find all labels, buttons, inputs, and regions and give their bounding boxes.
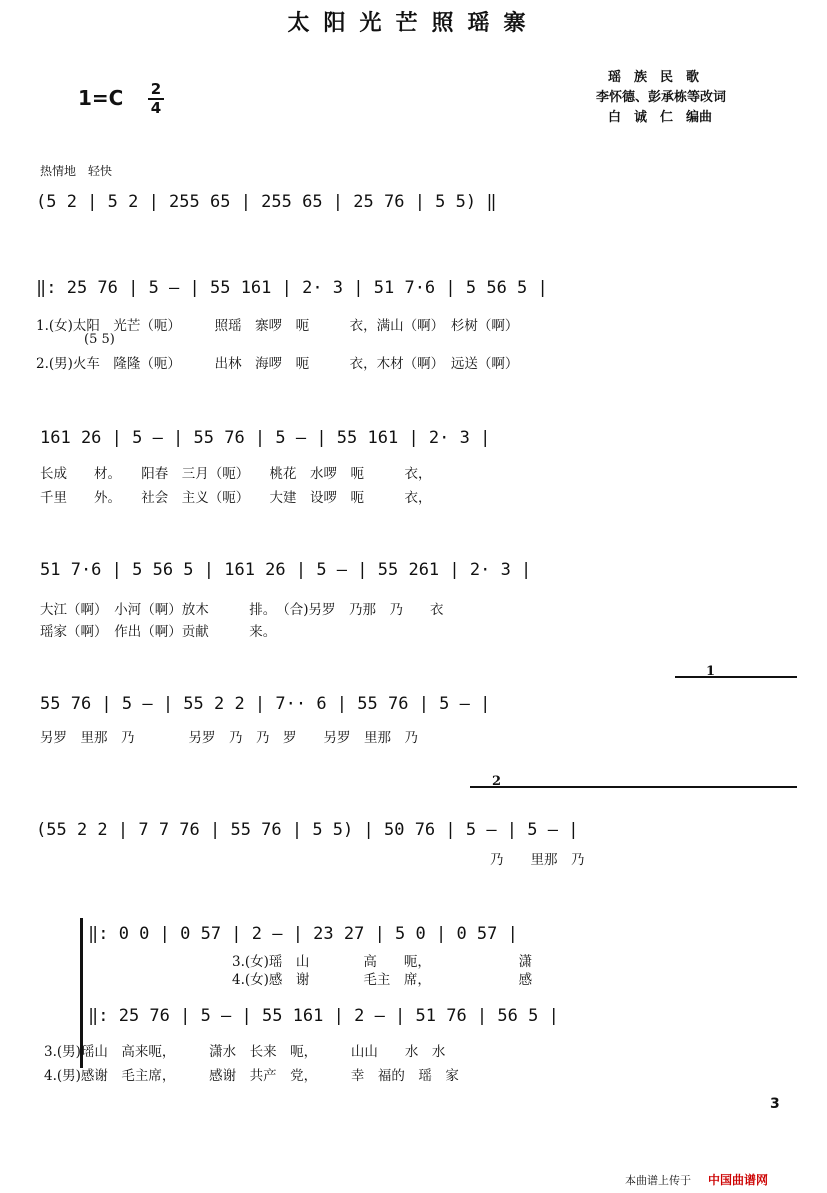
system-2-lyric-2: 千里 外。 社会 主义（呃） 大建 设啰 呃 衣， [40,490,432,506]
system-6-lyric-1: 3.(女)瑶 山 高 呃， 潇 [232,954,533,970]
system-6-lyric-2: 4.(女)感 谢 毛主 席， 感 [232,972,533,988]
credit-line-3: 白 诚 仁 编曲 [608,110,713,125]
key-signature: 1=C [78,86,124,110]
system-2-notes: 161 26 | 5 — | 55 76 | 5 — | 55 161 | 2· 3 | [40,428,491,448]
system-3-lyric-1: 大江（啊） 小河（啊）放木 排。 （合)另罗 乃那 乃 衣 [40,602,444,618]
page-title: 太阳光芒照瑶寨 [287,11,540,36]
system-3-notes: 51 7·6 | 5 56 5 | 161 26 | 5 — | 55 261 | 2· 3 | [40,560,532,580]
footer-uploaded-by: 本曲谱上传于 [625,1174,691,1187]
volta-2-bracket [470,786,797,788]
system-5-lyric: 乃 里那 乃 [490,852,585,868]
system-5-notes: (55 2 2 | 7 7 76 | 55 76 | 5 5) | 50 76 | 5 — | 5 — | [36,820,579,840]
time-signature [148,82,164,116]
system-4-lyric: 另罗 里那 乃 另罗 乃 乃 罗 另罗 里那 乃 [40,730,418,746]
system-1-lyric-2: 2.(男)火车 隆隆（呃） 出林 海啰 呃 衣，木材（啊） 远送（啊） [36,356,519,372]
system-6-notes: ‖: 0 0 | 0 57 | 2 — | 23 27 | 5 0 | 0 57 | [88,924,518,944]
system-1-alt-notes: (5 5) [84,332,115,347]
system-3-lyric-2: 瑶家（啊） 作出（啊）贡献 来。 [40,624,277,640]
system-7-lyric-1: 3.(男)瑶山 高来呃， 潇水 长来 呃， 山山 水 水 [44,1044,446,1060]
time-signature-bottom: 4 [150,99,162,117]
system-1-lyric-1: 1.(女)太阳 光芒（呃） 照瑶 寨啰 呃 衣，满山（啊） 杉树（啊） [36,318,519,334]
system-2-lyric-1: 长成 材。 阳春 三月（呃） 桃花 水啰 呃 衣， [40,466,432,482]
volta-1-bracket [675,676,797,678]
volta-1-label: 1 [706,664,716,679]
volta-2-label: 2 [492,774,502,789]
page-number: 3 [770,1096,780,1112]
tempo-marking: 热情地 轻快 [40,164,113,178]
system-7-lyric-2: 4.(男)感谢 毛主席， 感谢 共产 党， 幸 福的 瑶 家 [44,1068,459,1084]
system-4-notes: 55 76 | 5 — | 55 2 2 | 7·· 6 | 55 76 | 5 — | [40,694,491,714]
time-signature-top: 2 [150,80,162,98]
system-0-notes: (5 2 | 5 2 | 255 65 | 255 65 | 25 76 | 5 5) ‖ [36,192,497,212]
system-7-notes: ‖: 25 76 | 5 — | 55 161 | 2 — | 51 76 | 56 5 | [88,1006,559,1026]
system-1-notes: ‖: 25 76 | 5 — | 55 161 | 2· 3 | 51 7·6 | 5 56 5 | [36,278,548,298]
credit-line-1: 瑶 族 民 歌 [608,70,700,85]
credit-line-2: 李怀德、彭承栋等改词 [596,90,727,105]
site-logo: 中国曲谱网 [708,1173,769,1187]
